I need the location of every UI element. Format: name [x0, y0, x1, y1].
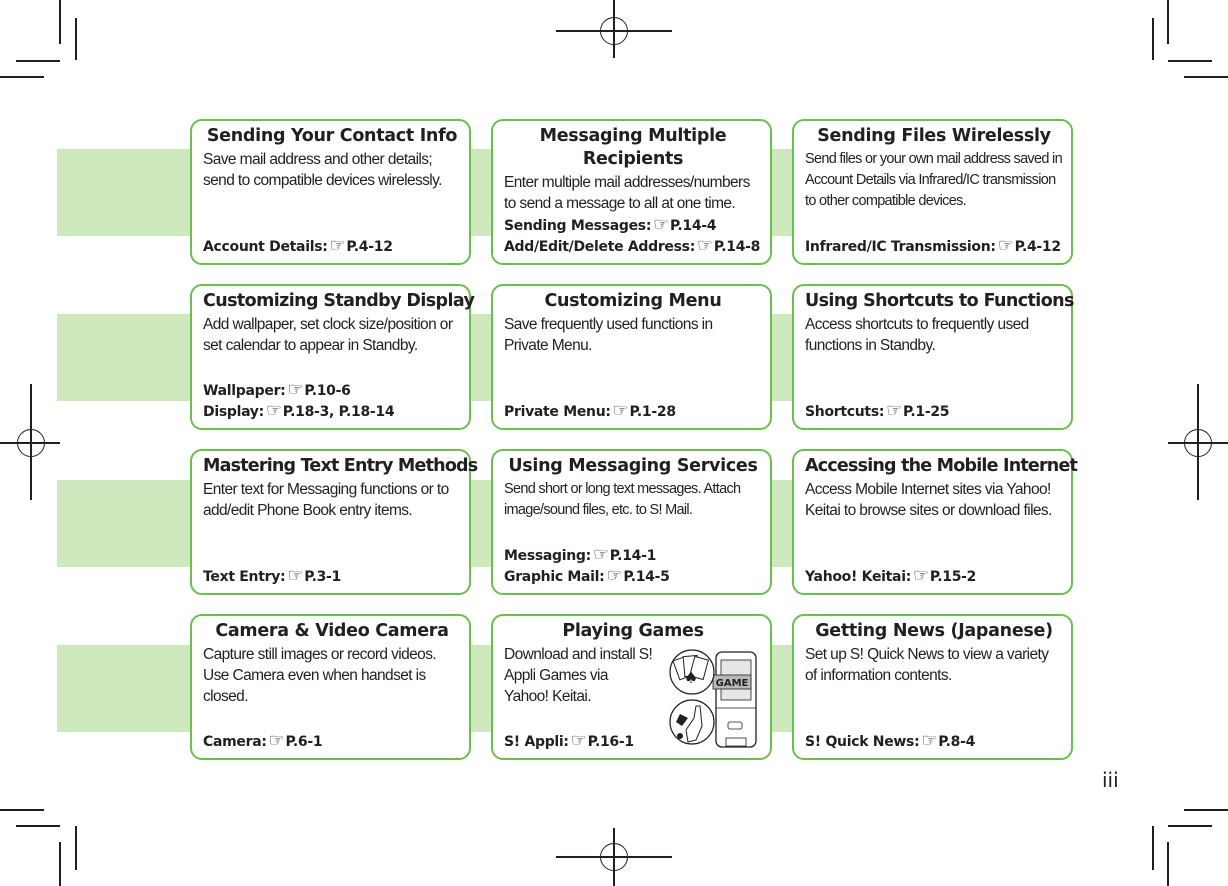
- card-title: Using Shortcuts to Functions: [805, 291, 1074, 311]
- card-using-messaging-services: [491, 449, 772, 595]
- card-description: Add wallpaper, set clock size/position or set calendar to appear in Standby.: [203, 316, 453, 354]
- card-description: Save mail address and other details; send to compatible devices wirelessly.: [203, 151, 442, 189]
- card-title: Messaging Multiple Recipients: [539, 126, 727, 169]
- card-messaging-multiple-recipients: [491, 119, 772, 265]
- card-title: Camera & Video Camera: [215, 621, 449, 641]
- page-reference: Graphic Mail: ☞P.14-5: [504, 565, 670, 586]
- page-reference: S! Appli: ☞P.16-1: [504, 730, 634, 751]
- pointing-hand-icon: ☞: [287, 379, 304, 400]
- game-label: GAME: [715, 678, 749, 689]
- pointing-hand-icon: ☞: [697, 235, 713, 256]
- svg-text:♠: ♠: [683, 668, 699, 687]
- card-title: Mastering Text Entry Methods: [203, 456, 478, 476]
- card-accessing-mobile-internet: [792, 449, 1078, 595]
- card-customizing-standby-display: [190, 284, 475, 430]
- page-reference: Sending Messages: ☞P.14-4: [504, 214, 717, 235]
- pointing-hand-icon: ☞: [606, 565, 623, 586]
- pointing-hand-icon: ☞: [287, 565, 304, 586]
- card-customizing-menu: [491, 284, 772, 430]
- page-reference: Wallpaper: ☞P.10-6: [203, 379, 351, 400]
- page-reference: Messaging: ☞P.14-1: [504, 544, 657, 565]
- card-description: Enter multiple mail addresses/numbers to send a message to all at one time.: [504, 174, 750, 212]
- pointing-hand-icon: ☞: [913, 565, 929, 586]
- card-title: Customizing Standby Display: [203, 291, 475, 311]
- card-description: Download and install S! Appli Games via Yahoo! Keitai.: [504, 646, 653, 705]
- card-description: Access shortcuts to frequently used functions in Standby.: [805, 316, 1029, 354]
- page-reference: Private Menu: ☞P.1-28: [504, 400, 676, 421]
- pointing-hand-icon: ☞: [265, 400, 282, 421]
- pointing-hand-icon: ☞: [612, 400, 629, 421]
- pointing-hand-icon: ☞: [570, 730, 587, 751]
- card-description: Capture still images or record videos. Use Camera even when handset is closed.: [203, 646, 437, 705]
- card-title: Sending Files Wirelessly: [817, 126, 1051, 146]
- card-camera-video-camera: [190, 614, 471, 760]
- pointing-hand-icon: ☞: [268, 730, 285, 751]
- card-title: Using Messaging Services: [508, 456, 758, 476]
- page-reference: Add/Edit/Delete Address: ☞P.14-8: [504, 235, 761, 256]
- card-sending-files-wirelessly: [792, 119, 1073, 265]
- card-title: Sending Your Contact Info: [206, 126, 458, 146]
- card-mastering-text-entry: [190, 449, 478, 595]
- pointing-hand-icon: ☞: [653, 214, 669, 235]
- card-description: Enter text for Messaging functions or to add/edit Phone Book entry items.: [203, 481, 449, 519]
- page-reference: Display: ☞P.18-3, P.18-14: [203, 400, 395, 421]
- card-description: Access Mobile Internet sites via Yahoo! Keitai to browse sites or download files.: [805, 481, 1052, 519]
- card-description: Save frequently used functions in Private Menu.: [504, 316, 713, 354]
- page-reference: Text Entry: ☞P.3-1: [203, 565, 341, 586]
- page-reference: S! Quick News: ☞P.8-4: [805, 730, 976, 751]
- page-number: iii: [1102, 768, 1119, 792]
- card-title: Getting News (Japanese): [815, 621, 1053, 641]
- page-reference: Shortcuts: ☞P.1-25: [805, 400, 950, 421]
- page-reference: Infrared/IC Transmission: ☞P.4-12: [805, 235, 1061, 256]
- card-getting-news: [792, 614, 1073, 760]
- card-using-shortcuts: [792, 284, 1073, 430]
- card-sending-contact-info: [190, 119, 471, 265]
- pointing-hand-icon: ☞: [329, 235, 346, 256]
- page-reference: Account Details: ☞P.4-12: [203, 235, 393, 256]
- page-reference: Camera: ☞P.6-1: [203, 730, 323, 751]
- card-title: Playing Games: [562, 621, 704, 641]
- card-description: Set up S! Quick News to view a variety of information contents.: [805, 646, 1049, 684]
- page-reference: Yahoo! Keitai: ☞P.15-2: [805, 565, 977, 586]
- card-description: Send short or long text messages. Attach image/sound files, etc. to S! Mail.: [504, 481, 741, 518]
- pointing-hand-icon: ☞: [921, 730, 938, 751]
- card-title: Customizing Menu: [544, 291, 722, 311]
- pointing-hand-icon: ☞: [997, 235, 1014, 256]
- card-playing-games: [491, 614, 772, 760]
- card-description: Send files or your own mail address saved in Account Details via Infrared/IC transmission to other compatible devices.: [805, 151, 1062, 209]
- card-title: Accessing the Mobile Internet: [805, 456, 1078, 476]
- pointing-hand-icon: ☞: [886, 400, 902, 421]
- pointing-hand-icon: ☞: [592, 544, 609, 565]
